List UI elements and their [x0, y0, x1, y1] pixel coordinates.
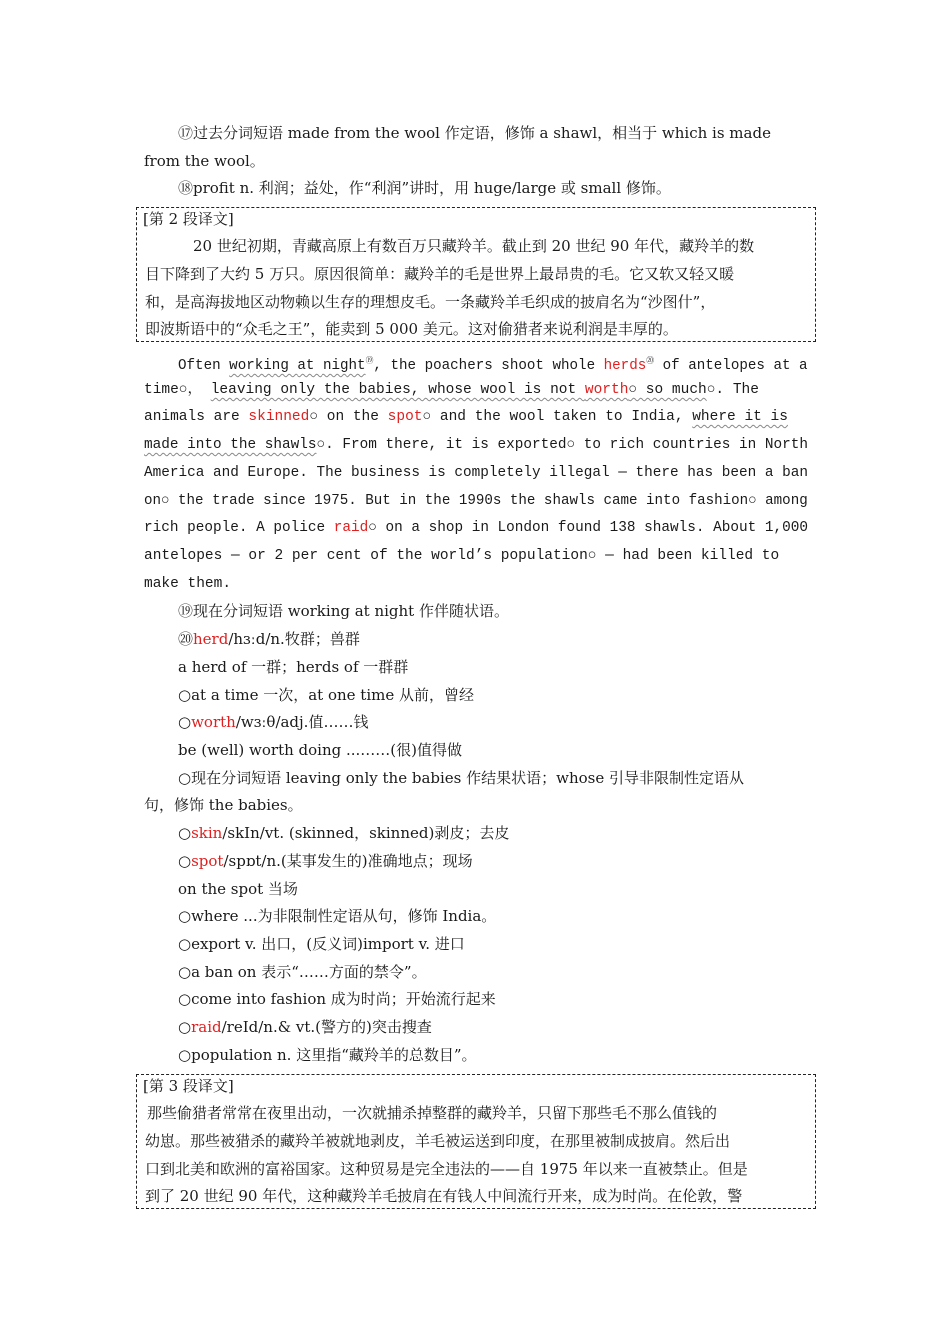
vocab-word-herds: herds	[603, 357, 647, 374]
note-text: /spɒt/n.(某事发生的)准确地点；现场	[223, 852, 473, 870]
translation-line: 20 世纪初期，青藏高原上有数百万只藏羚羊。截止到 20 世纪 90 年代，藏羚羊的数	[193, 237, 755, 255]
text-run: ○ and the wool taken to India,	[422, 409, 693, 425]
passage-line-4	[144, 435, 808, 455]
note-30	[178, 1017, 432, 1037]
note-22	[178, 712, 368, 732]
note-20	[178, 629, 360, 649]
note-28: ○a ban on 表示“……方面的禁令”。	[178, 963, 427, 981]
vocab-headword: herd	[193, 630, 229, 648]
note-ref: ⑲	[365, 357, 374, 366]
note-text: /skIn/vt. (skinned，skinned)剥皮；去皮	[222, 824, 510, 842]
note-25-example: on the spot 当场	[178, 880, 298, 898]
text-run: , the poachers shoot whole	[373, 357, 604, 374]
translation-box-paragraph-3	[136, 1074, 816, 1209]
passage-line-5: America and Europe. The business is completely illegal — there has been a ban	[144, 465, 808, 481]
vocab-word-spot: spot	[387, 409, 423, 425]
translation-line: 幼崽。那些被猎杀的藏羚羊被就地剥皮，羊毛被运送到印度，在那里被制成披肩。然后出	[145, 1132, 731, 1150]
note-ref: ⑳	[646, 357, 655, 366]
note-20-example: a herd of 一群；herds of 一群群	[178, 658, 409, 676]
note-24	[178, 823, 509, 843]
text-run: ○. The	[706, 382, 759, 398]
note-17-line2: from the wool。	[144, 152, 265, 170]
translation-line: 口到北美和欧洲的富裕国家。这种贸易是完全违法的——自 1975 年以来一直被禁止。但是	[145, 1160, 748, 1178]
note-text: /wɜːθ/adj.值……钱	[235, 713, 369, 731]
annotated-phrase: ○ so much	[628, 382, 707, 398]
vocab-headword: skin	[191, 824, 223, 842]
passage-line-1	[178, 352, 808, 376]
note-17-line1: ⑰过去分词短语 made from the wool 作定语，修饰 a shawl，相当于 which is made	[178, 124, 771, 142]
annotated-phrase: where it is	[692, 409, 788, 425]
note-text: /reId/n.& vt.(警方的)突击搜查	[221, 1018, 432, 1036]
note-29: ○come into fashion 成为时尚；开始流行起来	[178, 990, 496, 1008]
translation-line: 目下降到了大约 5 万只。原因很简单：藏羚羊的毛是世界上最昂贵的毛。它又软又轻又暖	[145, 265, 735, 283]
annotated-phrase: working at night	[229, 357, 366, 374]
note-marker: ○	[178, 852, 192, 870]
note-marker: ⑳	[178, 630, 194, 648]
vocab-word-raid: raid	[333, 520, 369, 536]
vocab-headword: spot	[191, 852, 224, 870]
note-text: /hɜːd/n.牧群；兽群	[228, 630, 360, 648]
note-marker: ○	[178, 824, 192, 842]
text-run: ○ on a shop in London found 138 shawls. About 1,000	[368, 520, 809, 536]
passage-line-7	[144, 518, 808, 538]
text-run: of antelopes at a	[654, 357, 808, 374]
text-run: time○，	[144, 382, 211, 398]
passage-line-6: on○ the trade since 1975. But in the 1990s the shawls came into fashion○ among	[144, 493, 808, 509]
vocab-word-skinned: skinned	[248, 409, 310, 425]
note-19: ⑲现在分词短语 working at night 作伴随状语。	[178, 602, 509, 620]
text-run: Often	[178, 357, 230, 374]
note-31: ○population n. 这里指“藏羚羊的总数目”。	[178, 1046, 477, 1064]
vocab-headword: raid	[191, 1018, 222, 1036]
translation-box-title: [第 2 段译文]	[143, 210, 234, 228]
note-marker: ○	[178, 713, 192, 731]
annotated-phrase: leaving only the babies, whose wool is not	[210, 382, 585, 398]
text-run: ○ on the	[309, 409, 388, 425]
note-18: ⑱profit n. 利润；益处，作“利润”讲时，用 huge/large 或 small 修饰。	[178, 179, 671, 197]
annotated-phrase: made into the shawls	[144, 437, 317, 453]
passage-line-9: make them.	[144, 576, 232, 592]
translation-line: 到了 20 世纪 90 年代，这种藏羚羊毛披肩在有钱人中间流行开来，成为时尚。在伦敦，警	[145, 1187, 743, 1205]
passage-line-2	[144, 380, 759, 400]
translation-line: 那些偷猎者常常在夜里出动，一次就捕杀掉整群的藏羚羊，只留下那些毛不那么值钱的	[147, 1104, 718, 1122]
translation-box-title: [第 3 段译文]	[143, 1077, 234, 1095]
text-run: ○. From there, it is exported○ to rich countries in North	[316, 437, 808, 453]
note-22-example: be (well) worth doing ...……(很)值得做	[178, 741, 462, 759]
vocab-word-worth: worth	[584, 382, 629, 398]
text-run: animals are	[144, 409, 249, 425]
vocab-headword: worth	[191, 713, 236, 731]
note-26: ○where ...为非限制性定语从句，修饰 India。	[178, 907, 497, 925]
note-marker: ○	[178, 1018, 192, 1036]
translation-line: 即波斯语中的“众毛之王”，能卖到 5 000 美元。这对偷猎者来说利润是丰厚的。	[145, 320, 678, 338]
note-23-line1: ○现在分词短语 leaving only the babies 作结果状语；whose 引导非限制性定语从	[178, 769, 745, 787]
note-25	[178, 851, 473, 871]
translation-line: 和，是高海拔地区动物赖以生存的理想皮毛。一条藏羚羊毛织成的披肩名为“沙图什”，	[145, 293, 716, 311]
note-21: ○at a time 一次，at one time 从前，曾经	[178, 686, 475, 704]
note-27: ○export v. 出口，(反义词)import v. 进口	[178, 935, 465, 953]
translation-box-paragraph-2	[136, 207, 816, 342]
passage-line-8: antelopes — or 2 per cent of the world’s population○ — had been killed to	[144, 548, 780, 564]
passage-line-3	[144, 407, 788, 427]
note-23-line2: 句，修饰 the babies。	[144, 796, 303, 814]
text-run: rich people. A police	[144, 520, 334, 536]
